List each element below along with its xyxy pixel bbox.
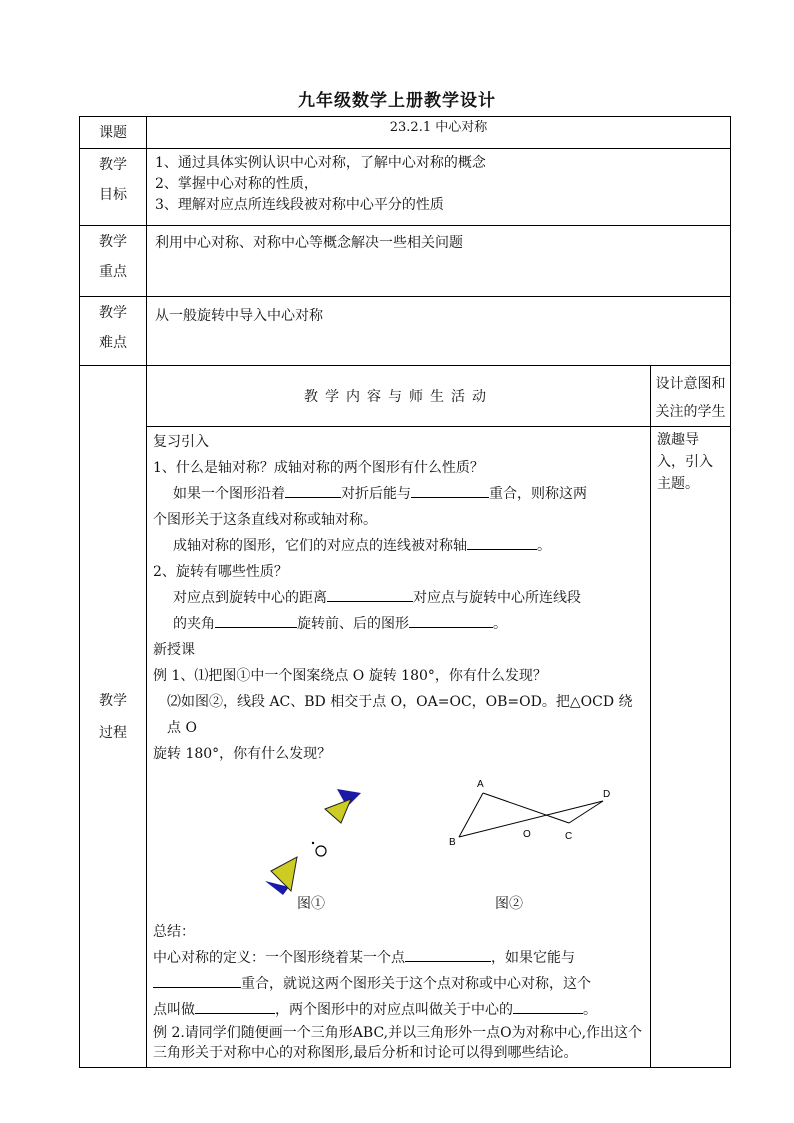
goals-label: 教学 目标 — [80, 149, 147, 226]
review-title: 复习引入 — [153, 434, 209, 450]
process-label: 教学 过程 — [80, 366, 147, 1068]
example-1a: 例 1、⑴把图①中一个图案绕点 O 旋转 180°，你有什么发现？ — [153, 668, 547, 684]
fill-blank[interactable] — [411, 483, 489, 498]
label-b: B — [449, 837, 456, 848]
topic-row — [80, 117, 731, 149]
center-dot — [312, 842, 314, 844]
goal-item: 2、掌握中心对称的性质， — [155, 176, 318, 192]
center-o-glyph — [316, 846, 326, 856]
fill-blank[interactable] — [513, 999, 583, 1014]
lesson-plan-table — [79, 116, 731, 1068]
segment-ac — [483, 793, 569, 823]
key-text: 利用中心对称、对称中心等概念解决一些相关问题 — [147, 226, 731, 297]
summary-title: 总结： — [153, 924, 195, 940]
fill-blank[interactable] — [285, 483, 341, 498]
difficulty-label: 教学 难点 — [80, 297, 147, 366]
fill-blank[interactable] — [327, 587, 413, 602]
difficulty-row — [80, 297, 731, 366]
process-header-row — [80, 366, 731, 427]
figures-area — [153, 767, 644, 919]
fill-blank[interactable] — [405, 947, 491, 962]
label-a: A — [477, 779, 484, 790]
example-2: 例 2.请同学们随便画一个三角形ABC,并以三角形外一点O为对称中心,作出这个三角形关于对称中心的对称图形,最后分析和讨论可以得到哪些结论。 — [153, 1025, 643, 1061]
fill-blank[interactable] — [153, 973, 241, 988]
process-content-row — [80, 427, 731, 1068]
new-lesson-title: 新授课 — [153, 642, 195, 658]
label-o: O — [523, 829, 531, 840]
goal-item: 1、通过具体实例认识中心对称，了解中心对称的概念 — [155, 155, 486, 171]
activity-header: 教学内容与师生活动 — [147, 366, 651, 427]
figure-1-rotated-triangles — [265, 789, 361, 895]
segment-bd — [459, 801, 603, 837]
figures-svg — [153, 767, 641, 919]
question-1: 1、什么是轴对称？成轴对称的两个图形有什么性质？ — [153, 460, 484, 476]
fill-blank[interactable] — [195, 999, 275, 1014]
goals-cell — [147, 149, 731, 226]
page-title: 九年级数学上册教学设计 — [298, 91, 496, 111]
segment-ab — [459, 793, 483, 837]
topic-label-cell — [80, 117, 147, 149]
label-c: C — [565, 831, 573, 842]
figure-2-caption: 图② — [495, 896, 523, 912]
difficulty-text: 从一般旋转中导入中心对称 — [147, 297, 731, 366]
figure-2-segments — [459, 793, 603, 837]
fill-blank[interactable] — [409, 613, 493, 628]
example-1b: ⑵如图②，线段 AC、BD 相交于点 O，OA=OC，OB=OD。把△OCD 绕点 O — [167, 694, 633, 736]
triangle-top — [325, 799, 351, 823]
topic-value: 23.2.1 中心对称 — [147, 117, 731, 149]
question-2: 2、旋转有哪些性质？ — [153, 564, 288, 580]
figure-1-caption: 图① — [297, 896, 325, 912]
goal-item: 3、理解对应点所连线段被对称中心平分的性质 — [155, 197, 444, 213]
key-row — [80, 226, 731, 297]
intent-note: 激趣导入，引入主题。 — [650, 427, 730, 1068]
key-label: 教学 重点 — [80, 226, 147, 297]
segment-cd — [569, 801, 603, 823]
goals-row — [80, 149, 731, 226]
fill-blank[interactable] — [215, 613, 297, 628]
intent-header: 设计意图和 关注的学生 — [650, 366, 730, 427]
topic-label: 课题 — [99, 125, 127, 141]
definition: 中心对称的定义：一个图形绕着某一个点 ，如果它能与 — [153, 945, 644, 971]
process-content: 复习引入 1、什么是轴对称？成轴对称的两个图形有什么性质？ 如果一个图形沿着 对折后能与 重合，则称这两 个图形关于这条直线对称或轴对称。 成轴对称的图形，它们的对应点的连线被对称轴 。 2、旋转有哪些性质？ 对应点到旋转中心的距离 对应点与旋转中心所连线段 的夹角 旋转前、后的图形 。 新授课 例 1、⑴把图①中一个图案绕点 O 旋转 180°，你有什么发现？ ⑵如图②，线段 AC、BD 相交于点 O，OA=OC，OB=OD。把△OCD 绕点 O 旋转 180°，你有什么发现？ A B O C D 图① 图② 总结： 中心对称的定义：一个图形绕着某一个点 ，如果它能与 重合，就说这两个图形关于这个点对称或中心对称，这个 点叫做 ，两个图形中的对应点叫做关于中心的 。 例 2.请同学们随便画一个三角形ABC,并以三角形外一点O为对称中心,作出这个三角形关于对称中心的对称图形,最后分析和讨论可以得到哪些结论。 — [147, 427, 651, 1068]
example-1c: 旋转 180°，你有什么发现？ — [153, 746, 332, 762]
fill-blank[interactable] — [467, 535, 537, 550]
label-d: D — [603, 789, 611, 800]
